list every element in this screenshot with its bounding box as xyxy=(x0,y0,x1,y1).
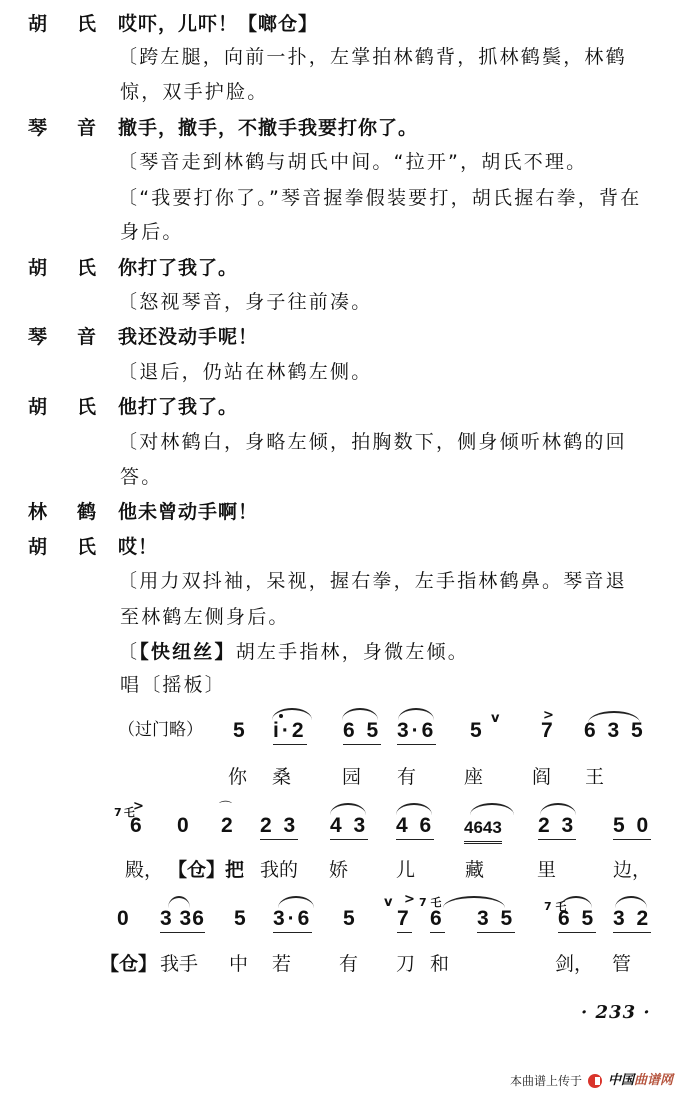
dialog-line: 他未曾动手啊！ xyxy=(118,501,259,523)
lyric: 管 xyxy=(612,953,632,975)
speaker-name xyxy=(28,116,104,140)
speaker-char: 琴 xyxy=(28,326,48,348)
watermark-footer xyxy=(510,1072,673,1089)
note: 7 xyxy=(397,907,412,933)
speaker-char: 氏 xyxy=(77,13,97,35)
speaker-char: 音 xyxy=(77,117,97,139)
dialog-line: 哎！ xyxy=(118,536,159,558)
dialog-text: 哎吓，儿吓！ xyxy=(118,13,239,35)
speaker-name xyxy=(28,12,104,36)
site-logo-icon xyxy=(588,1074,602,1088)
lyric: 你 xyxy=(228,766,248,788)
stage-direction-cont: 身后。 xyxy=(120,221,184,243)
lyric: 剑， xyxy=(555,953,594,975)
breath-mark-icon: v xyxy=(384,895,393,910)
accent-mark-icon: > xyxy=(133,799,144,814)
lyric: 我手 xyxy=(160,953,199,975)
speaker-char: 鹤 xyxy=(77,501,97,523)
speaker-char: 林 xyxy=(28,501,48,523)
upload-text: 本曲谱上传于 xyxy=(510,1073,583,1088)
dialog-line: 我还没动手呢！ xyxy=(118,326,259,348)
singing-mode: 唱〔摇板〕 xyxy=(120,674,227,696)
note: 7 xyxy=(541,719,556,742)
lyric-cue: 【仓】把 xyxy=(168,859,245,881)
stage-direction-cont: 惊，双手护脸。 xyxy=(120,81,269,103)
stage-direction: 〔跨左腿，向前一扑，左掌拍林鹤背，抓林鹤鬓，林鹤 xyxy=(118,46,627,68)
bracket: 〔 xyxy=(118,641,140,663)
speaker-char: 胡 xyxy=(28,13,48,35)
accent-mark-icon: > xyxy=(543,708,554,723)
high-octave-dot-icon xyxy=(279,714,283,718)
stage-direction: 〔对林鹤白，身略左倾，拍胸数下，侧身倾听林鹤的回 xyxy=(118,431,627,453)
lyric: 刀 xyxy=(396,953,416,975)
lyric: 园 xyxy=(342,766,362,788)
breath-mark-icon: v xyxy=(491,711,500,726)
site-name-part: 中国 xyxy=(608,1073,635,1088)
music-cue: 【快纽丝】 xyxy=(139,641,236,663)
note: 3 2 xyxy=(613,907,651,933)
grace-note-icon: 7 乇 xyxy=(114,806,135,819)
speaker-name xyxy=(28,395,104,419)
speaker-name xyxy=(28,500,104,524)
lyric: 我的 xyxy=(260,859,299,881)
stage-direction: 〔退后，仍站在林鹤左侧。 xyxy=(118,361,373,383)
stage-direction-cont: 答。 xyxy=(120,466,163,488)
dialog-line: 他打了我了。 xyxy=(118,396,239,418)
lyric: 边， xyxy=(613,859,652,881)
note: 4 6 xyxy=(396,814,434,840)
stage-direction-cue xyxy=(118,640,469,664)
dialog-line xyxy=(118,12,318,36)
note: 3·6 xyxy=(273,907,312,933)
dialog-line: 你打了我了。 xyxy=(118,257,239,279)
note: 6 5 xyxy=(343,719,381,745)
lyric: 座 xyxy=(464,766,484,788)
note: i·2 xyxy=(273,719,307,745)
slur-icon xyxy=(470,803,514,815)
site-name[interactable] xyxy=(608,1072,673,1089)
site-name-part: 曲谱网 xyxy=(634,1073,674,1088)
speaker-name xyxy=(28,535,104,559)
note: 3 36 xyxy=(160,907,205,933)
note: 2 3 xyxy=(538,814,576,840)
lyric: 殿， xyxy=(125,859,164,881)
note: 5 xyxy=(234,907,249,930)
score-prefix: （过门略） xyxy=(118,720,203,740)
note: 5 xyxy=(233,719,248,742)
note: 5 xyxy=(343,907,358,930)
lyric: 若 xyxy=(272,953,292,975)
stage-direction-cont: 至林鹤左侧身后。 xyxy=(120,606,290,628)
lyric: 中 xyxy=(229,953,249,975)
note: 4 3 xyxy=(330,814,368,840)
grace-note-icon: 7 乇 xyxy=(419,896,442,909)
note: 5 xyxy=(470,719,485,742)
note: 0 xyxy=(117,907,132,930)
speaker-char: 氏 xyxy=(77,536,97,558)
note: 6 xyxy=(130,814,145,837)
speaker-char: 胡 xyxy=(28,257,48,279)
fermata-icon: ⌒ xyxy=(219,801,233,816)
note: 2 3 xyxy=(260,814,298,840)
lyric: 有 xyxy=(339,953,359,975)
lyric: 和 xyxy=(430,953,450,975)
note: 3 5 xyxy=(477,907,515,933)
note: 6 xyxy=(430,907,445,933)
stage-direction: 〔怒视琴音，身子往前凑。 xyxy=(118,291,373,313)
lyric: 娇 xyxy=(329,859,349,881)
note: 3·6 xyxy=(397,719,436,745)
speaker-char: 胡 xyxy=(28,536,48,558)
grace-note-icon: 7 乇 xyxy=(544,900,567,913)
note: 4643 xyxy=(464,816,502,844)
lyric: 阎 xyxy=(532,766,552,788)
percussion-cue: 【啷仓】 xyxy=(238,13,319,35)
stage-direction: 〔用力双抖袖，呆视，握右拳，左手指林鹤鼻。琴音退 xyxy=(118,570,627,592)
speaker-char: 氏 xyxy=(77,257,97,279)
accent-mark-icon: > xyxy=(404,892,415,907)
speaker-char: 胡 xyxy=(28,396,48,418)
note: 6 3 5 xyxy=(584,719,646,742)
note: 0 xyxy=(177,814,192,837)
page-number: · 233 · xyxy=(581,1002,651,1023)
lyric: 藏 xyxy=(465,859,485,881)
stage-direction: 〔“我要打你了。”琴音握拳假装要打，胡氏握右拳，背在 xyxy=(118,187,642,209)
note: 5 0 xyxy=(613,814,651,840)
lyric-cue: 【仓】 xyxy=(100,953,158,975)
note: 2 xyxy=(221,814,236,837)
speaker-char: 氏 xyxy=(77,396,97,418)
speaker-name xyxy=(28,256,104,280)
lyric: 有 xyxy=(397,766,417,788)
speaker-char: 琴 xyxy=(28,117,48,139)
speaker-char: 音 xyxy=(77,326,97,348)
lyric: 儿 xyxy=(396,859,416,881)
note: 6 5 xyxy=(558,907,596,933)
lyric: 里 xyxy=(537,859,557,881)
lyric: 王 xyxy=(585,766,605,788)
stage-direction: 〔琴音走到林鹤与胡氏中间。“拉开”，胡氏不理。 xyxy=(118,151,588,173)
speaker-name xyxy=(28,325,104,349)
dialog-line: 撤手，撤手，不撤手我要打你了。 xyxy=(118,117,419,139)
stage-text: 胡左手指林，身微左倾。 xyxy=(235,641,469,663)
lyric: 桑 xyxy=(272,766,292,788)
